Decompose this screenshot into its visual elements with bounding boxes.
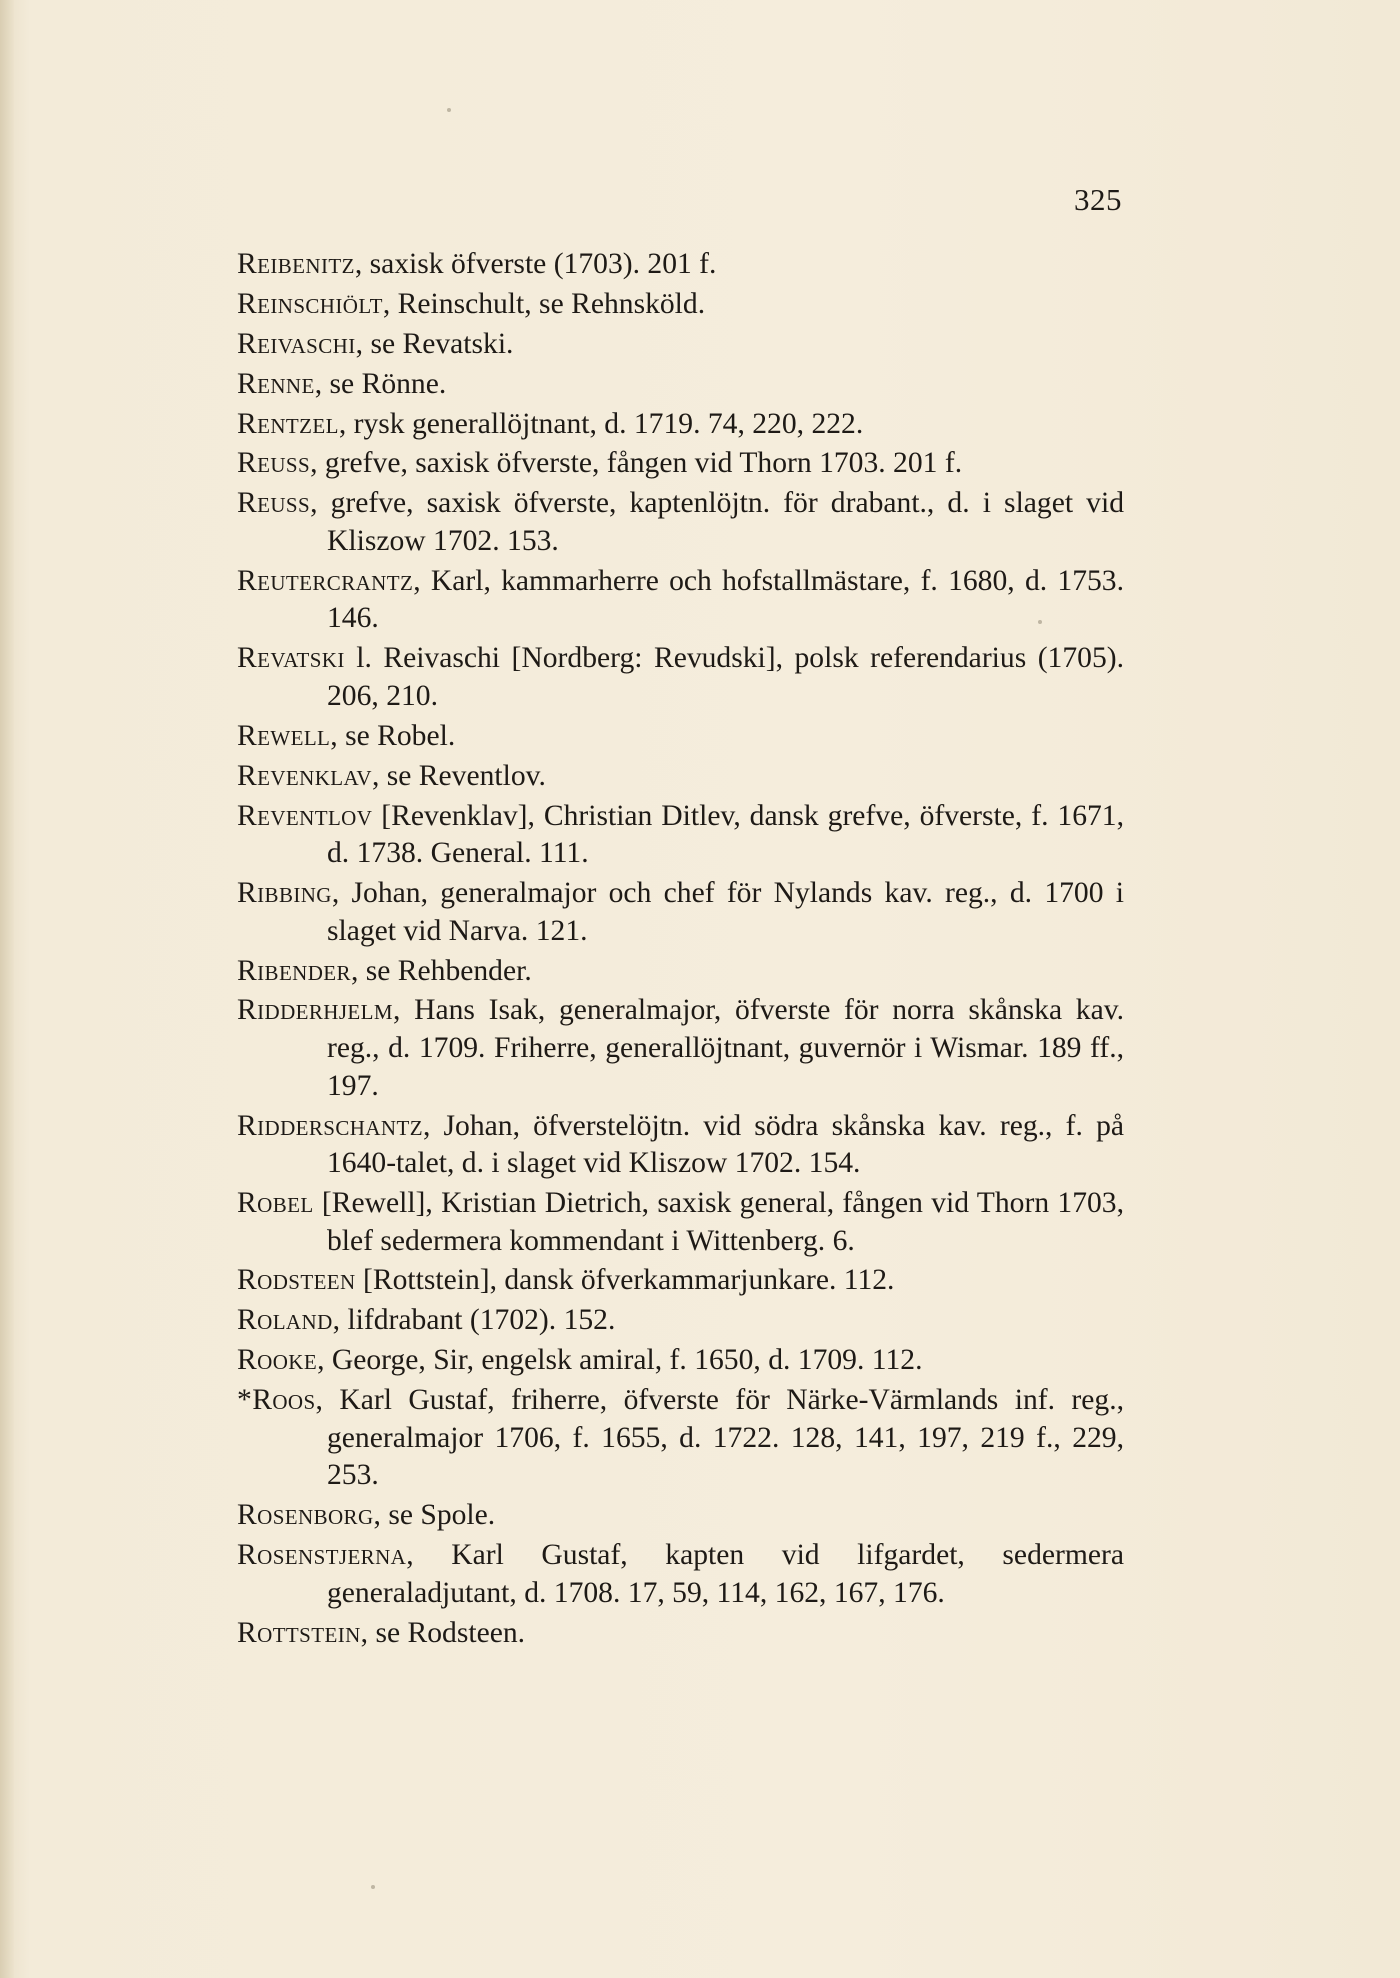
index-entry bbox=[237, 640, 1124, 715]
entry-name: Reivaschi bbox=[237, 327, 356, 360]
entry-name: Rosenstjerna bbox=[237, 1539, 407, 1572]
index-entry bbox=[237, 1342, 1124, 1380]
entry-name: Roland bbox=[237, 1304, 333, 1337]
entry-text: [Revenklav], Christian Ditlev, dansk grefve, öfverste, f. 1671, d. 1738. General. 111. bbox=[327, 799, 1124, 870]
paper-speck bbox=[371, 1885, 375, 1889]
index-entry bbox=[237, 798, 1124, 873]
entry-text: , se Rönne. bbox=[314, 367, 447, 400]
index-entry bbox=[237, 758, 1124, 796]
entry-name: Ridderhjelm bbox=[237, 994, 393, 1027]
entry-name: Rodsteen bbox=[237, 1264, 356, 1297]
entry-text: , Reinschult, se Rehnsköld. bbox=[382, 287, 706, 320]
entry-name: Reinschiölt bbox=[237, 287, 383, 320]
entry-text: , grefve, saxisk öfverste, fången vid Thorn 1703. 201 f. bbox=[310, 447, 963, 480]
entry-name: Reutercrantz bbox=[237, 564, 414, 597]
entry-text: , Hans Isak, generalmajor, öfverste för norra skånska kav. reg., d. 1709. Friherre, generallöjtnant, guvernör i Wismar. 189 ff., 197. bbox=[327, 994, 1124, 1102]
index-entry bbox=[237, 1262, 1124, 1300]
entry-text: , Johan, generalmajor och chef för Nylands kav. reg., d. 1700 i slaget vid Narva. 121. bbox=[327, 877, 1124, 947]
entry-text: , se Revatski. bbox=[355, 327, 514, 360]
entry-name: Ribender bbox=[237, 954, 351, 987]
entry-text: , rysk generallöjtnant, d. 1719. 74, 220, 222. bbox=[338, 407, 864, 440]
entry-name: Reuss bbox=[237, 487, 311, 520]
paper-speck bbox=[1038, 620, 1042, 624]
entry-text: , lifdrabant (1702). 152. bbox=[332, 1304, 616, 1337]
index-entry bbox=[237, 326, 1124, 364]
index-entries bbox=[237, 246, 1124, 1655]
index-entry bbox=[237, 1615, 1124, 1653]
index-entry bbox=[237, 485, 1124, 560]
index-entry bbox=[237, 406, 1124, 444]
entry-name: Rosenborg bbox=[237, 1499, 374, 1532]
entry-name: Revenklav bbox=[237, 759, 372, 792]
paper-speck bbox=[447, 108, 451, 112]
index-entry bbox=[237, 1302, 1124, 1340]
index-entry bbox=[237, 992, 1124, 1105]
entry-text: , Johan, öfverstelöjtn. vid södra skånska kav. reg., f. på 1640-talet, d. i slaget vid Kliszow 1702. 154. bbox=[327, 1109, 1124, 1180]
index-entry bbox=[237, 445, 1124, 483]
index-entry bbox=[237, 563, 1124, 638]
entry-text: , se Spole. bbox=[373, 1499, 496, 1532]
entry-text: , Karl Gustaf, kapten vid lifgardet, sedermera generaladjutant, d. 1708. 17, 59, 114, 162, 167, 176. bbox=[327, 1539, 1124, 1609]
index-entry bbox=[237, 246, 1124, 284]
entry-name: Reuss bbox=[237, 447, 311, 480]
page-binding-edge bbox=[0, 0, 14, 1978]
index-entry bbox=[237, 1185, 1124, 1260]
entry-text: l. Reivaschi [Nordberg: Revudski], polsk referendarius (1705). 206, 210. bbox=[327, 642, 1124, 712]
entry-name: Renne bbox=[237, 367, 315, 400]
index-entry bbox=[237, 718, 1124, 756]
index-entry bbox=[237, 366, 1124, 404]
entry-text: , grefve, saxisk öfverste, kaptenlöjtn. för drabant., d. i slaget vid Kliszow 1702. 153. bbox=[310, 487, 1124, 557]
index-entry bbox=[237, 1382, 1124, 1495]
entry-text: , saxisk öfverste (1703). 201 f. bbox=[354, 248, 717, 280]
index-entry bbox=[237, 1537, 1124, 1612]
entry-text: , Karl Gustaf, friherre, öfverste för Närke-Värmlands inf. reg., generalmajor 1706, f. 1655, d. 1722. 128, 141, 197, 219 f., 229, 253. bbox=[315, 1384, 1124, 1492]
index-entry bbox=[237, 286, 1124, 324]
entry-text: , se Robel. bbox=[330, 719, 456, 752]
entry-name: Rottstein bbox=[237, 1616, 361, 1649]
index-entry bbox=[237, 875, 1124, 950]
page-number: 325 bbox=[1074, 182, 1122, 217]
entry-name: Reventlov bbox=[237, 799, 373, 832]
index-entry bbox=[237, 1108, 1124, 1183]
entry-text: [Rewell], Kristian Dietrich, saxisk general, fången vid Thorn 1703, blef sedermera kommendant i Wittenberg. 6. bbox=[313, 1187, 1124, 1257]
entry-text: , se Reventlov. bbox=[371, 759, 546, 792]
index-entry bbox=[237, 1497, 1124, 1535]
entry-text: , George, Sir, engelsk amiral, f. 1650, d. 1709. 112. bbox=[317, 1344, 923, 1377]
entry-text: , se Rodsteen. bbox=[360, 1616, 526, 1649]
entry-name: Rooke bbox=[237, 1344, 318, 1377]
entry-name: Reibenitz bbox=[237, 248, 355, 280]
entry-text: , se Rehbender. bbox=[350, 954, 532, 987]
index-entry bbox=[237, 953, 1124, 991]
entry-name: Ridderschantz bbox=[237, 1109, 423, 1142]
entry-name: Revatski bbox=[237, 642, 345, 675]
entry-text: [Rottstein], dansk öfverkammarjunkare. 112. bbox=[355, 1264, 895, 1297]
entry-name: Robel bbox=[237, 1187, 314, 1219]
entry-text: , Karl, kammarherre och hofstallmästare, f. 1680, d. 1753. 146. bbox=[327, 564, 1124, 635]
entry-name: Ribbing bbox=[237, 877, 332, 910]
entry-name: *Roos bbox=[237, 1384, 316, 1417]
entry-name: Rentzel bbox=[237, 407, 339, 440]
entry-name: Rewell bbox=[237, 719, 331, 752]
